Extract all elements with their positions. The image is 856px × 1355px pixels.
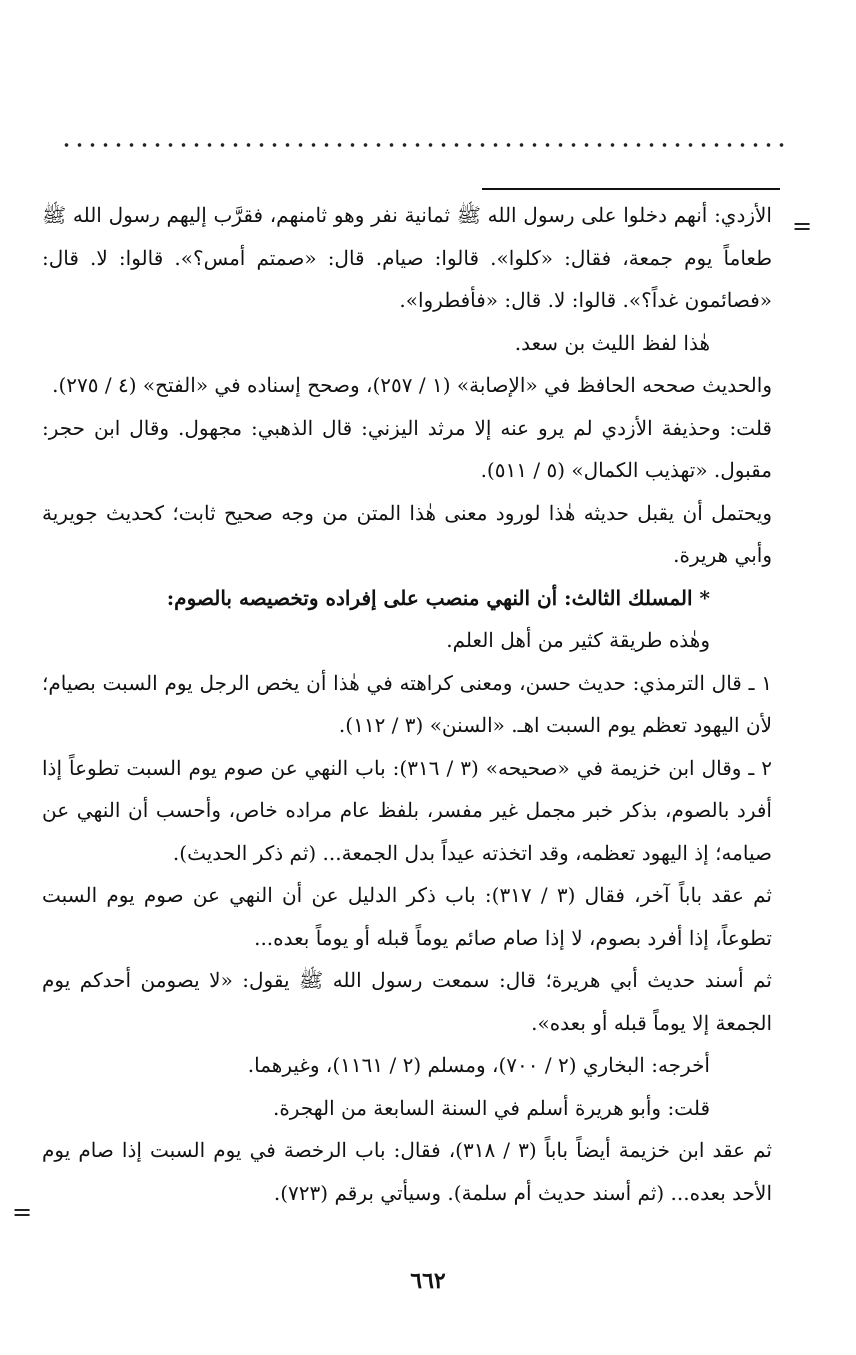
section-heading: * المسلك الثالث: أن النهي منصب على إفراده وتخصيصه بالصوم:	[166, 585, 710, 610]
paragraph-12: أخرجه: البخاري (٢ / ٧٠٠)، ومسلم (٢ / ١١٦١)، وغيرهما.	[247, 1053, 710, 1077]
paragraph-11: ثم أسند حديث أبي هريرة؛ قال: سمعت رسول الله ﷺ يقول: «لا يصومن أحدكم يوم الجمعة إلا يوماً قبله أو بعده».	[42, 968, 772, 1035]
paragraph-14: ثم عقد ابن خزيمة أيضاً باباً (٣ / ٣١٨)، فقال: باب الرخصة في يوم السبت إذا صام يوم الأحد بعده... (ثم أسند حديث أم سلمة). وسيأتي برقم (٧٢٣).	[42, 1138, 772, 1205]
footnote-rule	[482, 188, 780, 190]
numbered-item-2: ٢ ـ وقال ابن خزيمة في «صحيحه» (٣ / ٣١٦): باب النهي عن صوم يوم السبت تطوعاً إذا أفرد بالصوم، بذكر خبر مجمل غير مفسر، بلفظ عام مراده خاص، وأحسب أن النهي عن صيامه؛ إذ اليهود تعظمه، وقد اتخذته عيداً بدل الجمعة... (ثم ذكر الحديث).	[42, 755, 773, 865]
continuation-marker-top: =	[792, 212, 813, 240]
text-body	[42, 194, 780, 1214]
paragraph-5: ويحتمل أن يقبل حديثه هٰذا لورود معنى هٰذا المتن من وجه صحيح ثابت؛ كحديث جويرية وأبي هريرة.	[42, 500, 772, 567]
paragraph-2: هٰذا لفظ الليث بن سعد.	[514, 330, 710, 355]
paragraph-4: قلت: وحذيفة الأزدي لم يرو عنه إلا مرثد اليزني: قال الذهبي: مجهول. وقال ابن حجر: مقبول. «تهذيب الكمال» (٥ / ٥١١).	[42, 415, 772, 482]
paragraph-3: والحديث صححه الحافظ في «الإصابة» (١ / ٢٥٧)، وصحح إسناده في «الفتح» (٤ / ٢٧٥).	[52, 373, 772, 397]
page-number: ٦٦٢	[410, 1268, 446, 1294]
numbered-item-1: ١ ـ قال الترمذي: حديث حسن، ومعنى كراهته في هٰذا أن يخص الرجل يوم السبت بصيام؛ لأن اليهود تعظم يوم السبت اهـ. «السنن» (٣ / ١١٢).	[42, 670, 772, 737]
paragraph-1: الأزدي: أنهم دخلوا على رسول الله ﷺ ثمانية نفر وهو ثامنهم، فقرَّب إليهم رسول الله ﷺ طعاماً يوم جمعة، فقال: «كلوا». قالوا: صيام. قال: «صمتم أمس؟». قالوا: لا. قال: «فصائمون غداً؟». قالوا: لا. قال: «فأفطروا».	[42, 203, 772, 312]
paragraph-7: وهٰذه طريقة كثير من أهل العلم.	[446, 628, 710, 652]
dotted-divider	[60, 138, 790, 152]
paragraph-10: ثم عقد باباً آخر، فقال (٣ / ٣١٧): باب ذكر الدليل عن أن النهي عن صوم يوم السبت تطوعاً، إذا أفرد بصوم، لا إذا صام صائم يوماً قبله أو يوماً بعده...	[42, 883, 772, 950]
paragraph-13: قلت: وأبو هريرة أسلم في السنة السابعة من الهجرة.	[272, 1095, 710, 1120]
continuation-marker-bottom: =	[12, 1198, 33, 1226]
